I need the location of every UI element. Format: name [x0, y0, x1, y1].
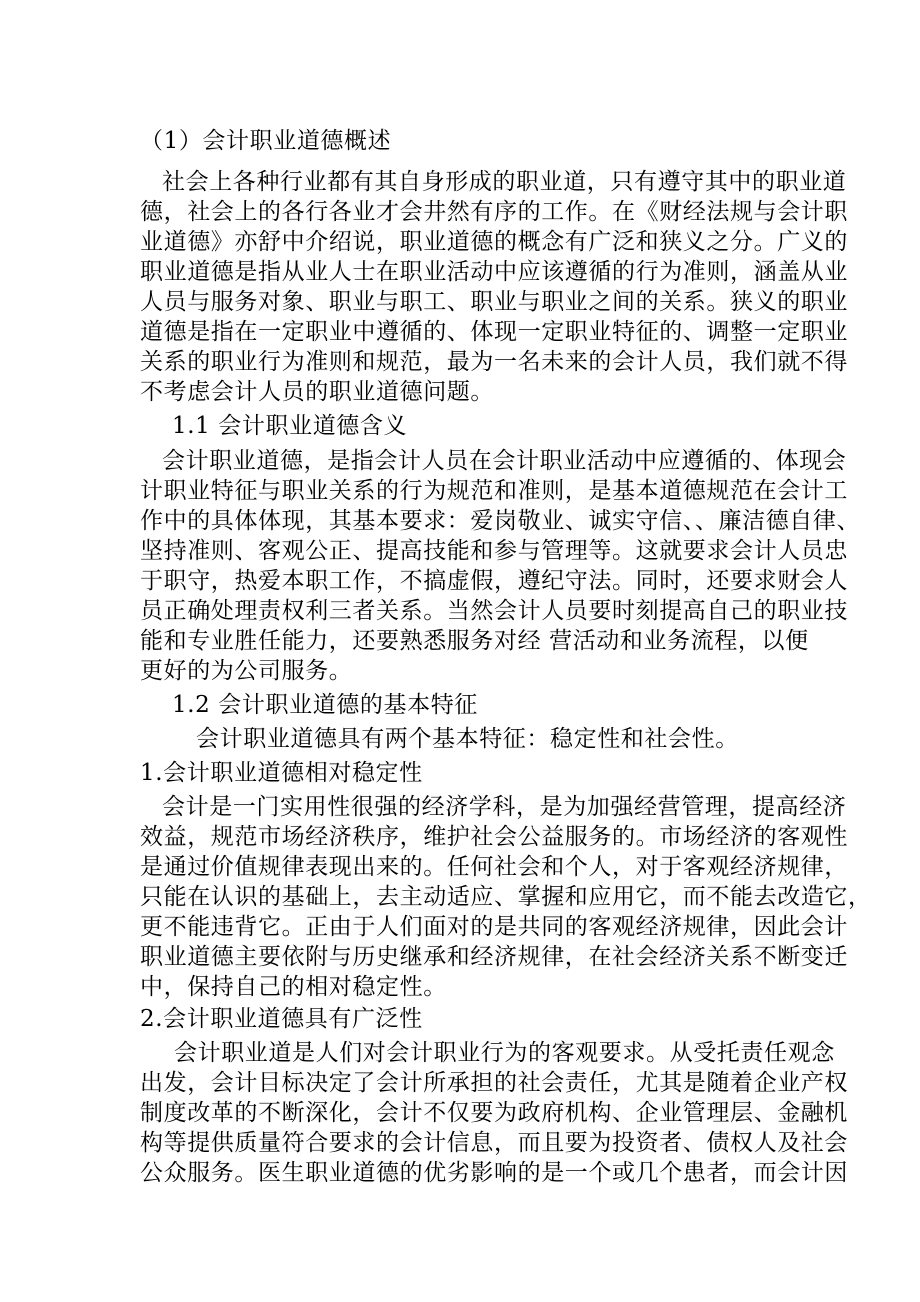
paragraph-line: 职业道德主要依附与历史继承和经济规律，在社会经济关系不断变迁: [140, 944, 848, 970]
paragraph-line: 于职守，热爱本职工作，不搞虚假，遵纪守法。同时，还要求财会人: [140, 568, 848, 594]
paragraph-line: 公众服务。医生职业道德的优劣影响的是一个或几个患者，而会计因: [140, 1160, 848, 1186]
paragraph-line: 只能在认识的基础上，去主动适应、掌握和应用它，而不能去改造它，: [140, 884, 872, 910]
subsection-heading: 1.2 会计职业道德的基本特征: [172, 692, 478, 718]
subsection-heading: 1.1 会计职业道德含义: [172, 413, 408, 439]
paragraph-line: 是通过价值规律表现出来的。任何社会和个人，对于客观经济规律，: [140, 854, 848, 880]
paragraph-line: 会计职业道是人们对会计职业行为的客观要求。从受托责任观念: [174, 1040, 835, 1066]
paragraph-line: 效益，规范市场经济秩序，维护社会公益服务的。市场经济的客观性: [140, 824, 848, 850]
paragraph-line: 职业道德是指从业人士在职业活动中应该遵循的行为准则，涵盖从业: [140, 259, 848, 285]
item-heading: 2.会计职业道德具有广泛性: [140, 1006, 423, 1032]
paragraph-line: 社会上各种行业都有其自身形成的职业道，只有遵守其中的职业道: [162, 169, 847, 195]
paragraph-line: 关系的职业行为准则和规范，最为一名未来的会计人员，我们就不得: [140, 349, 848, 375]
paragraph-line: 更好的为公司服务。: [140, 658, 353, 684]
paragraph-line: 作中的具体体现，其基本要求：爱岗敬业、诚实守信、、廉洁德自律、: [140, 508, 861, 534]
paragraph-line: 人员与服务对象、职业与职工、职业与职业之间的关系。狭义的职业: [140, 289, 848, 315]
paragraph-line: 不考虑会计人员的职业道德问题。: [140, 379, 494, 405]
item-heading: 1.会计职业道德相对稳定性: [140, 760, 423, 786]
paragraph-line: 德，社会上的各行各业才会井然有序的工作。在《财经法规与会计职: [140, 199, 848, 225]
paragraph-line: 会计职业道德，是指会计人员在会计职业活动中应遵循的、体现会: [162, 448, 847, 474]
section-heading: （1）会计职业道德概述: [140, 128, 392, 154]
paragraph-line: 员正确处理责权利三者关系。当然会计人员要时刻提高自己的职业技: [140, 598, 848, 624]
paragraph-line: 制度改革的不断深化，会计不仅要为政府机构、企业管理层、金融机: [140, 1100, 848, 1126]
paragraph-line: 更不能违背它。正由于人们面对的是共同的客观经济规律，因此会计: [140, 914, 848, 940]
paragraph-line: 会计职业道德具有两个基本特征：稳定性和社会性。: [196, 726, 739, 752]
paragraph-line: 道德是指在一定职业中遵循的、体现一定职业特征的、调整一定职业: [140, 319, 848, 345]
paragraph-line: 会计是一门实用性很强的经济学科，是为加强经营管理，提高经济: [162, 794, 847, 820]
paragraph-line: 坚持准则、客观公正、提高技能和参与管理等。这就要求会计人员忠: [140, 538, 848, 564]
paragraph-line: 业道德》亦舒中介绍说，职业道德的概念有广泛和狭义之分。广义的: [140, 229, 848, 255]
paragraph-line: 构等提供质量符合要求的会计信息，而且要为投资者、债权人及社会: [140, 1130, 848, 1156]
paragraph-line: 中，保持自己的相对稳定性。: [140, 974, 447, 1000]
paragraph-line: 能和专业胜任能力，还要熟悉服务对经 营活动和业务流程，以便: [140, 628, 809, 654]
paragraph-line: 计职业特征与职业关系的行为规范和准则，是基本道德规范在会计工: [140, 478, 848, 504]
paragraph-line: 出发，会计目标决定了会计所承担的社会责任，尤其是随着企业产权: [140, 1070, 848, 1096]
